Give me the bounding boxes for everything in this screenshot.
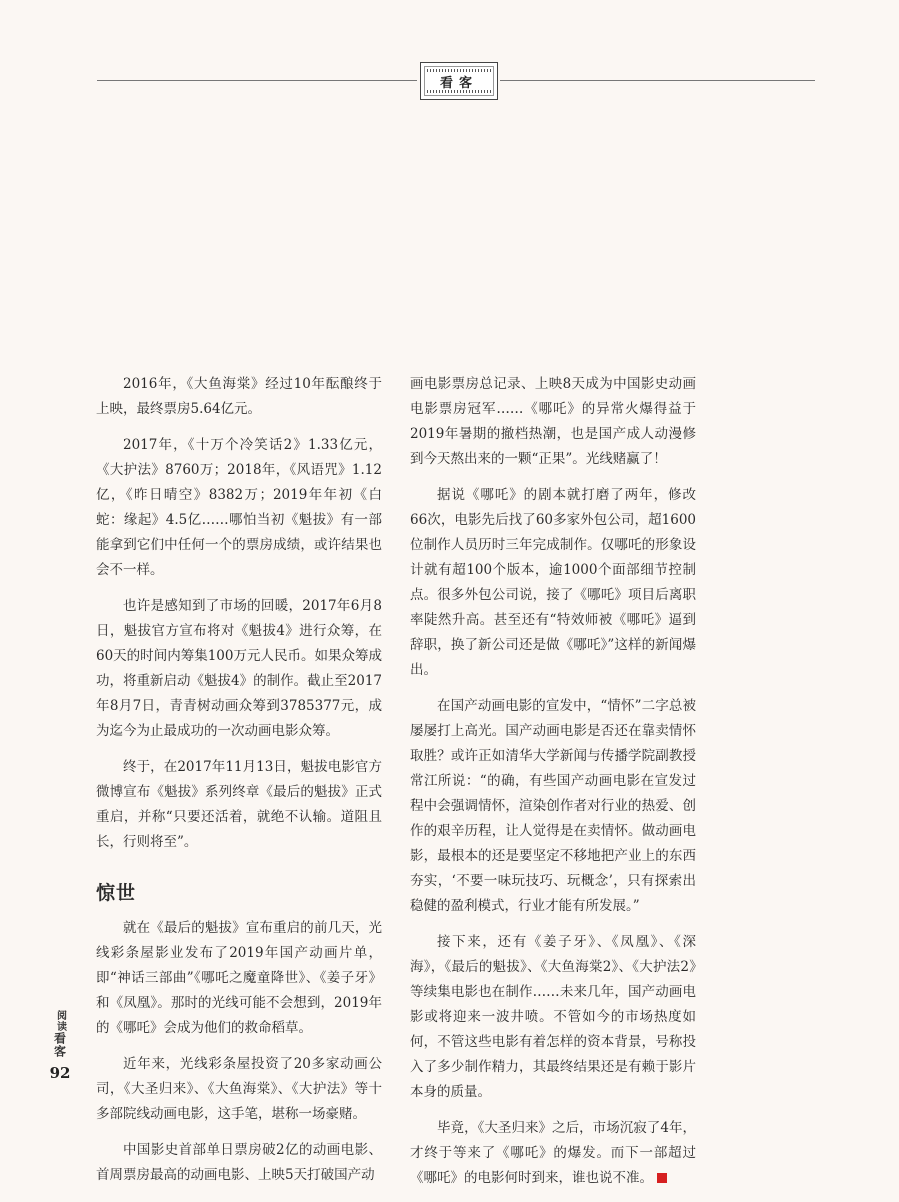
header-rule-left: [97, 80, 417, 81]
article-paragraph: 也许是感知到了市场的回暖，2017年6月8日，魁拔官方宣布将对《魁拔4》进行众筹，在60天的时间内筹集100万元人民币。如果众筹成功，将重新启动《魁拔4》的制作。截止至2017年8月7日，青青树动画众筹到3785377元，成为迄今为止最成功的一次动画电影众筹。: [96, 598, 382, 739]
article-paragraph: 终于，在2017年11月13日，魁拔电影官方微博宣布《魁拔》系列终章《最后的魁拔》正式重启，并称“只要还活着，就绝不认输。道阻且长，行则将至”。: [96, 759, 382, 850]
article-paragraph-final: [410, 1116, 696, 1191]
article-paragraph-continued: 画电影票房总记录、上映8天成为中国影史动画电影票房冠军……《哪吒》的异常火爆得益于2019年暑期的撤档热潮，也是国产成人动漫修到今天熬出来的一颗“正果”。光线赌赢了！: [410, 376, 696, 467]
article-paragraph: 中国影史首部单日票房破2亿的动画电影、首周票房最高的动画电影、上映5天打破国产动: [96, 1142, 382, 1183]
section-heading: 惊世: [96, 882, 137, 904]
section-label: 看客: [439, 75, 478, 91]
left-column: [96, 372, 382, 1199]
header-rule-right: [500, 80, 815, 81]
article-paragraph: 就在《最后的魁拔》宣布重启的前几天，光线彩条屋影业发布了2019年国产动画片单，即“神话三部曲”《哪吒之魔童降世》、《姜子牙》和《凤凰》。那时的光线可能不会想到，2019年的《哪吒》会成为他们的救命稻草。: [96, 920, 382, 1036]
article-paragraph: 近年来，光线彩条屋投资了20多家动画公司，《大圣归来》、《大鱼海棠》、《大护法》等十多部院线动画电影，这手笔，堪称一场豪赌。: [96, 1056, 382, 1122]
right-column: [410, 372, 696, 1202]
article-paragraph: 接下来，还有《姜子牙》、《凤凰》、《深海》，《最后的魁拔》、《大鱼海棠2》、《大护法2》等续集电影也在制作……未来几年，国产动画电影或将迎来一波井喷。不管如今的市场热度如何，不管这些电影有着怎样的资本背景，号称投入了多少制作精力，其最终结果还是有赖于影片本身的质量。: [410, 934, 696, 1100]
column-name: 看客: [52, 1032, 67, 1058]
column-name-small: 阅读: [54, 1010, 66, 1032]
article-paragraph: 在国产动画电影的宣发中，“情怀”二字总被屡屡打上高光。国产动画电影是否还在靠卖情怀取胜？或许正如清华大学新闻与传播学院副教授常江所说：“的确，有些国产动画电影在宣发过程中会强调情怀，渲染创作者对行业的热爱、创作的艰辛历程，让人觉得是在卖情怀。做动画电影，最根本的还是要坚定不移地把产业上的东西夯实，‘不要一味玩技巧、玩概念’，只有探索出稳健的盈利模式，行业才能有所发展。”: [410, 698, 696, 914]
badge-ornament-bottom: [427, 90, 491, 93]
end-mark-icon: [657, 1173, 667, 1183]
section-badge: [420, 62, 498, 100]
article-paragraph: 据说《哪吒》的剧本就打磨了两年，修改66次，电影先后找了60多家外包公司，超1600位制作人员历时三年完成制作。仅哪吒的形象设计就有超100个版本，逾1000个面部细节控制点。很多外包公司说，接了《哪吒》项目后离职率陡然升高。甚至还有“特效师被《哪吒》逼到辞职，换了新公司还是做《哪吒》”这样的新闻爆出。: [410, 487, 696, 678]
article-paragraph: 2016年，《大鱼海棠》经过10年酝酿终于上映，最终票房5.64亿元。: [96, 376, 382, 417]
page-footer: [40, 1010, 80, 1082]
page-number: 92: [49, 1064, 71, 1082]
final-paragraph-text: 毕竟，《大圣归来》之后，市场沉寂了4年，才终于等来了《哪吒》的爆发。而下一部超过《哪吒》的电影何时到来，谁也说不准。: [410, 1120, 696, 1186]
article-paragraph: 2017年，《十万个冷笑话2》1.33亿元，《大护法》8760万；2018年，《风语咒》1.12亿，《昨日晴空》8382万；2019年年初《白蛇：缘起》4.5亿……哪怕当初《魁拔》有一部能拿到它们中任何一个的票房成绩，或许结果也会不一样。: [96, 437, 382, 578]
